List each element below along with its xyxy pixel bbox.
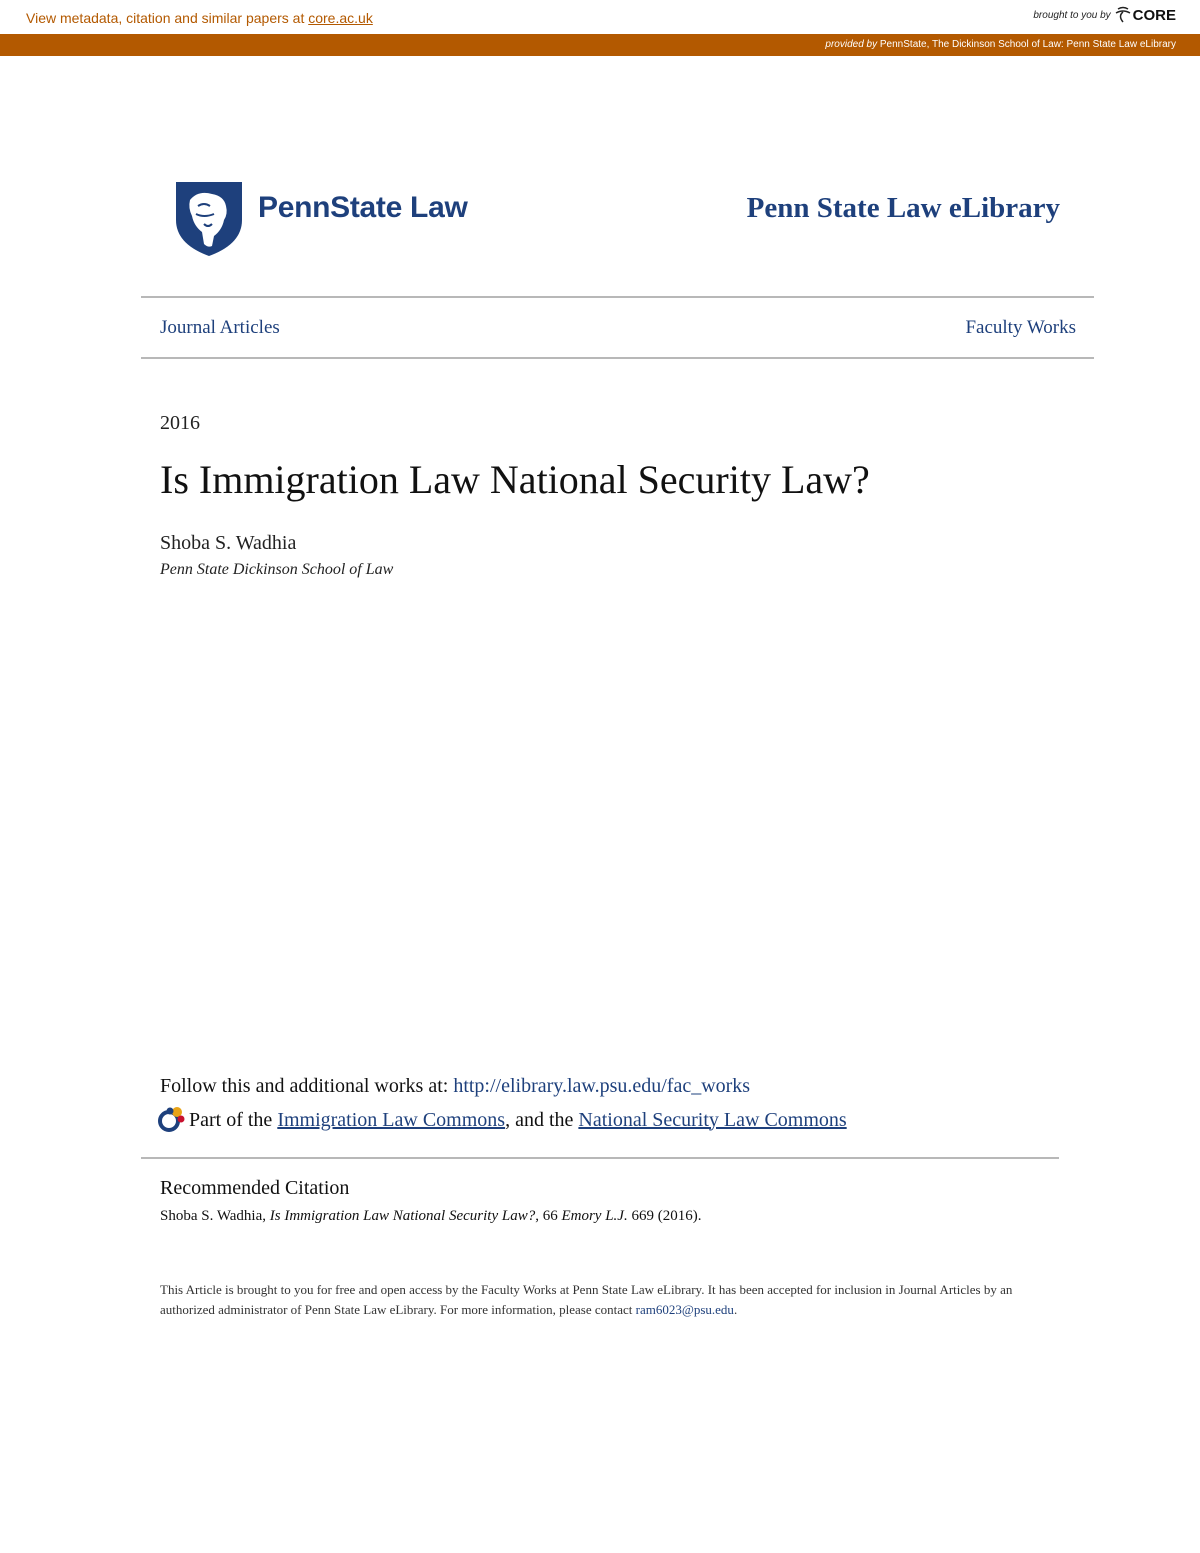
core-logo bbox=[1115, 6, 1176, 24]
core-provided-bar bbox=[0, 34, 1200, 56]
follow-line bbox=[160, 1075, 750, 1098]
commons-network-icon bbox=[157, 1106, 185, 1134]
access-notice bbox=[160, 1280, 1040, 1320]
faculty-works-link[interactable]: Faculty Works bbox=[965, 317, 1076, 338]
citation-divider bbox=[141, 1157, 1059, 1159]
brought-by-text: brought to you by bbox=[1033, 9, 1111, 21]
author-affiliation: Penn State Dickinson School of Law bbox=[160, 561, 394, 578]
nav-bottom-divider bbox=[141, 357, 1094, 359]
contact-email-link[interactable]: ram6023@psu.edu bbox=[635, 1302, 734, 1317]
journal-articles-link[interactable]: Journal Articles bbox=[160, 317, 280, 338]
article-title: Is Immigration Law National Security Law? bbox=[160, 457, 870, 502]
nittany-lion-shield-icon bbox=[174, 180, 244, 258]
library-title: Penn State Law eLibrary bbox=[746, 192, 1060, 224]
core-brought-by bbox=[1033, 6, 1176, 24]
citation-title: Is Immigration Law National Security Law? bbox=[269, 1208, 536, 1224]
pennstate-law-logo bbox=[174, 180, 467, 258]
national-security-law-commons-link[interactable]: National Security Law Commons bbox=[578, 1108, 847, 1131]
citation-text bbox=[160, 1208, 701, 1225]
citation-heading: Recommended Citation bbox=[160, 1177, 350, 1199]
citation-journal: Emory L.J. bbox=[561, 1208, 628, 1224]
citation-separator: , bbox=[535, 1208, 539, 1224]
core-link[interactable]: core.ac.uk bbox=[308, 10, 373, 26]
part-of-middle: , and the bbox=[505, 1108, 574, 1131]
core-logo-icon bbox=[1115, 6, 1131, 24]
citation-author: Shoba S. Wadhia, bbox=[160, 1208, 267, 1224]
citation-pages: 669 (2016). bbox=[631, 1208, 702, 1224]
publication-year: 2016 bbox=[160, 412, 200, 434]
part-of-prefix: Part of the bbox=[189, 1108, 273, 1131]
institution-name: PennState Law bbox=[258, 191, 468, 224]
top-divider bbox=[141, 296, 1094, 298]
core-metadata-line bbox=[26, 10, 373, 26]
author-name: Shoba S. Wadhia bbox=[160, 532, 297, 554]
citation-volume: 66 bbox=[542, 1208, 558, 1224]
core-logo-text: CORE bbox=[1132, 6, 1176, 24]
immigration-law-commons-link[interactable]: Immigration Law Commons bbox=[277, 1108, 506, 1131]
follow-url-link[interactable]: http://elibrary.law.psu.edu/fac_works bbox=[453, 1075, 751, 1097]
provided-by-text: provided by PennState, The Dickinson School of Law: Penn State Law eLibrary bbox=[825, 39, 1176, 50]
core-metadata-text: View metadata, citation and similar papers at bbox=[26, 10, 305, 26]
part-of-line bbox=[157, 1106, 847, 1134]
access-notice-text: This Article is brought to you for free and open access by the Faculty Works at Penn State Law eLibrary. It has been accepted for inclusion in Journal Articles by an authorized administrator of Penn State Law eLibrary. For more information, please contact bbox=[160, 1282, 1013, 1317]
access-notice-end: . bbox=[733, 1302, 738, 1317]
follow-label: Follow this and additional works at: bbox=[160, 1075, 449, 1097]
core-header bbox=[0, 0, 1200, 34]
